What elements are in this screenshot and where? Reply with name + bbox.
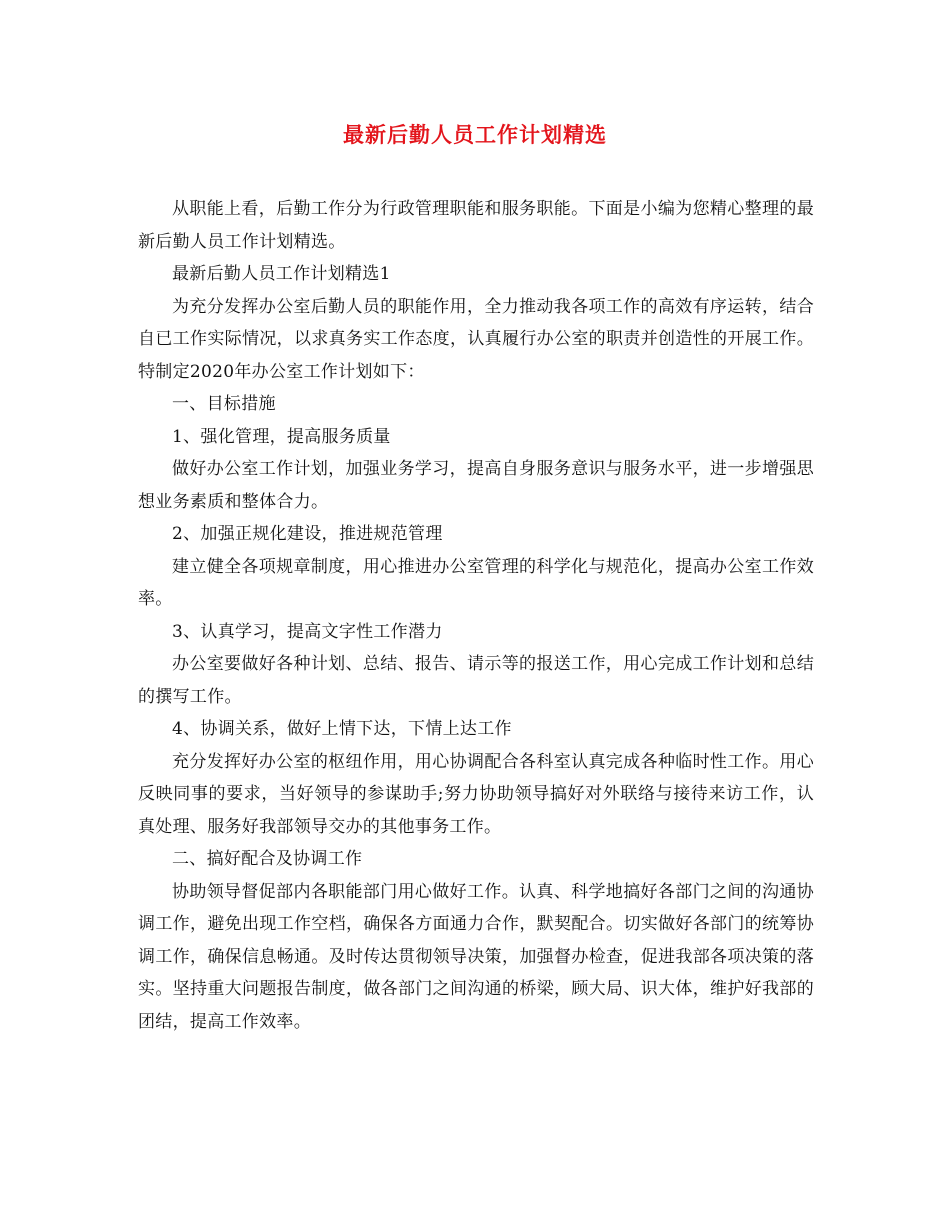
- document-title: 最新后勤人员工作计划精选: [343, 122, 607, 147]
- document-body: [138, 193, 814, 1038]
- body-paragraph: 协助领导督促部内各职能部门用心做好工作。认真、科学地搞好各部门之间的沟通协调工作，避免出现工作空档，确保各方面通力合作，默契配合。切实做好各部门的统筹协调工作，确保信息畅通。及时传达贯彻领导决策，加强督办检查，促进我部各项决策的落实。坚持重大问题报告制度，做各部门之间沟通的桥梁，顾大局、识大体，维护好我部的团结，提高工作效率。: [138, 881, 814, 1032]
- body-paragraph: 建立健全各项规章制度，用心推进办公室管理的科学化与规范化，提高办公室工作效率。: [138, 556, 814, 609]
- section-heading: 二、搞好配合及协调工作: [172, 849, 363, 869]
- intro-paragraph: 从职能上看，后勤工作分为行政管理职能和服务职能。下面是小编为您精心整理的最新后勤人员工作计划精选。: [138, 199, 814, 252]
- subsection-heading: 4、协调关系，做好上情下达，下情上达工作: [172, 719, 512, 739]
- section-heading: 最新后勤人员工作计划精选1: [172, 264, 391, 284]
- section-heading: 一、目标措施: [172, 394, 276, 414]
- subsection-heading: 3、认真学习，提高文字性工作潜力: [172, 621, 443, 642]
- body-paragraph: 为充分发挥办公室后勤人员的职能作用，全力推动我各项工作的高效有序运转，结合自已工作实际情况，以求真务实工作态度，认真履行办公室的职责并创造性的开展工作。特制定2020年办公室工作计划如下：: [138, 296, 814, 382]
- subsection-heading: 2、加强正规化建设，推进规范管理: [172, 524, 443, 544]
- body-paragraph: 做好办公室工作计划，加强业务学习，提高自身服务意识与服务水平，进一步增强思想业务素质和整体合力。: [138, 459, 814, 512]
- body-paragraph: 充分发挥好办公室的枢纽作用，用心协调配合各科室认真完成各种临时性工作。用心反映同事的要求，当好领导的参谋助手;努力协助领导搞好对外联络与接待来访工作，认真处理、服务好我部领导交办的其他事务工作。: [138, 751, 814, 837]
- body-paragraph: 办公室要做好各种计划、总结、报告、请示等的报送工作，用心完成工作计划和总结的撰写工作。: [138, 654, 814, 707]
- subsection-heading: 1、强化管理，提高服务质量: [172, 426, 391, 447]
